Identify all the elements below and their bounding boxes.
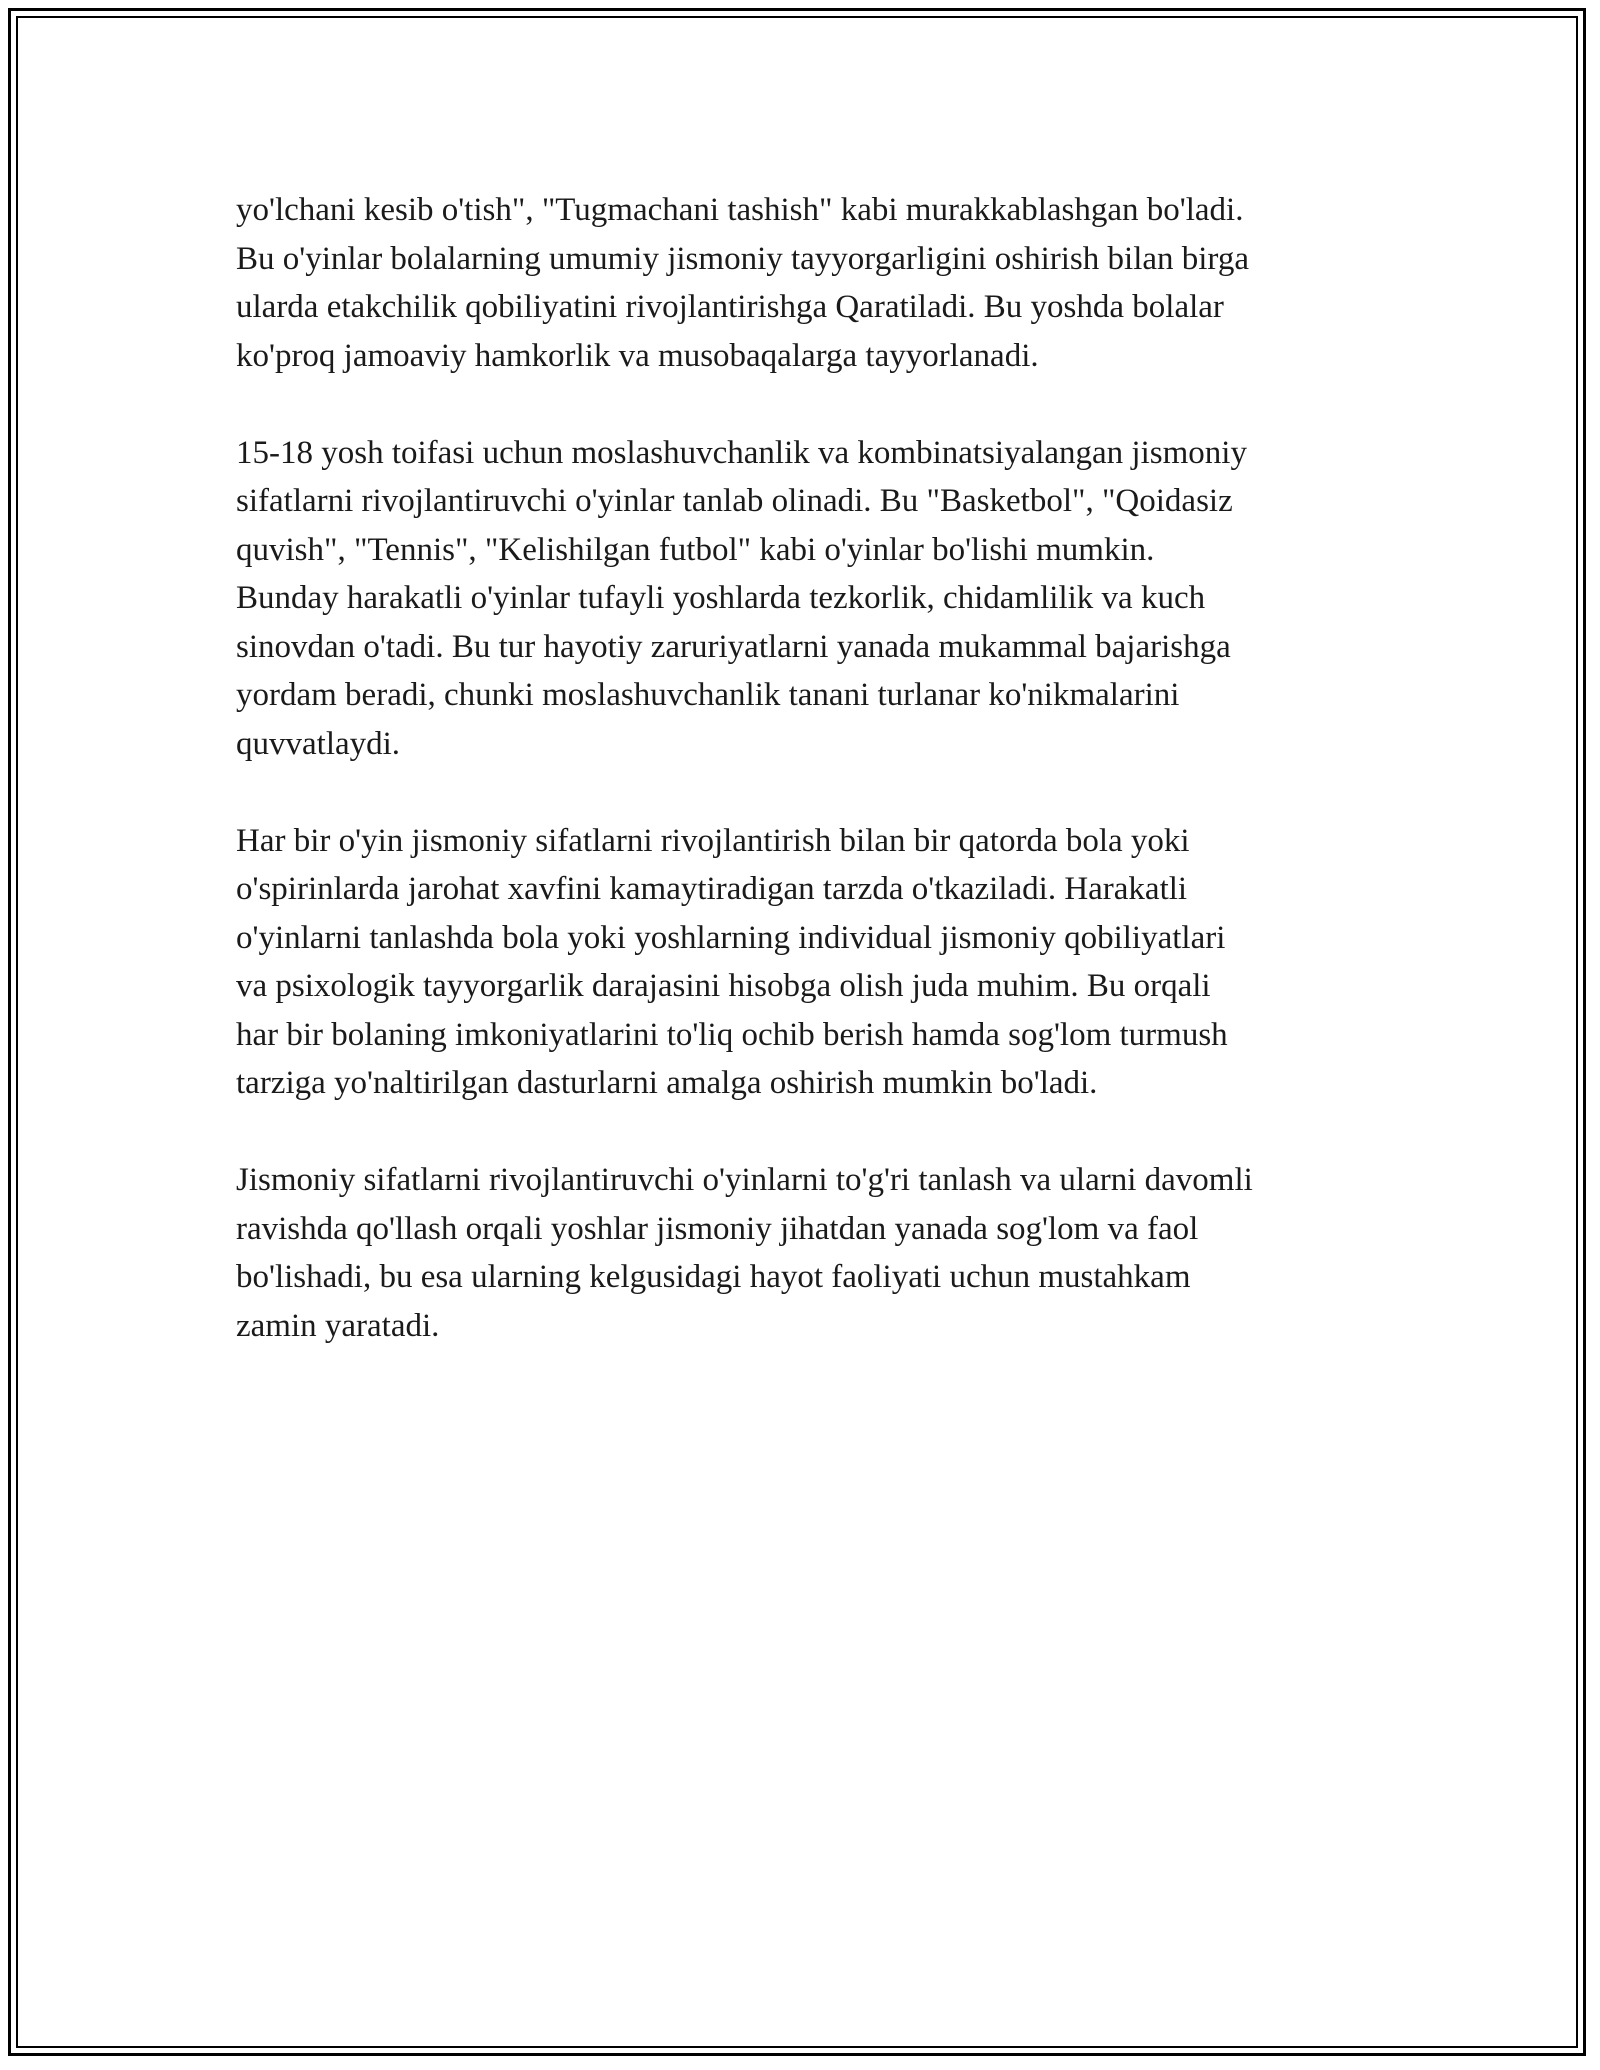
paragraph-2: 15-18 yosh toifasi uchun moslashuvchanlik va kombinatsiyalangan jismoniy sifatlarni rivojlantiruvchi o'yinlar tanlab olinadi. Bu "Basketbol", "Qoidasiz quvish", "Tennis", "Kelishilgan futbol" kabi o'yinlar bo'lishi mumkin. Bunday harakatli o'yinlar tufayli yoshlarda tezkorlik, chidamlilik va kuch sinovdan o'tadi. Bu tur hayotiy zaruriyatlarni yanada mukammal bajarishga yordam beradi, chunki moslashuvchanlik tanani turlanar ko'nikmalarini quvvatlaydi.: [236, 434, 1247, 762]
document-body: [236, 186, 1386, 1399]
paragraph-1: yo'lchani kesib o'tish", "Tugmachani tashish" kabi murakkablashgan bo'ladi. Bu o'yinlar bolalarning umumiy jismoniy tayyorgarligini oshirish bilan birga ularda etakchilik qobiliyatini rivojlantirishga Qaratiladi. Bu yoshda bolalar ko'proq jamoaviy hamkorlik va musobaqalarga tayyorlanadi.: [236, 192, 1249, 374]
paragraph-4: Jismoniy sifatlarni rivojlantiruvchi o'yinlarni to'g'ri tanlash va ularni davomli ravishda qo'llash orqali yoshlar jismoniy jihatdan yanada sog'lom va faol bo'lishadi, bu esa ularning kelgusidagi hayot faoliyati uchun mustahkam zamin yaratadi.: [236, 1162, 1253, 1344]
paragraph-3: Har bir o'yin jismoniy sifatlarni rivojlantirish bilan bir qatorda bola yoki o'spirinlarda jarohat xavfini kamaytiradigan tarzda o'tkaziladi. Harakatli o'yinlarni tanlashda bola yoki yoshlarning individual jismoniy qobiliyatlari va psixologik tayyorgarlik darajasini hisobga olish juda muhim. Bu orqali har bir bolaning imkoniyatlarini to'liq ochib berish hamda sog'lom turmush tarziga yo'naltirilgan dasturlarni amalga oshirish mumkin bo'ladi.: [236, 822, 1228, 1101]
